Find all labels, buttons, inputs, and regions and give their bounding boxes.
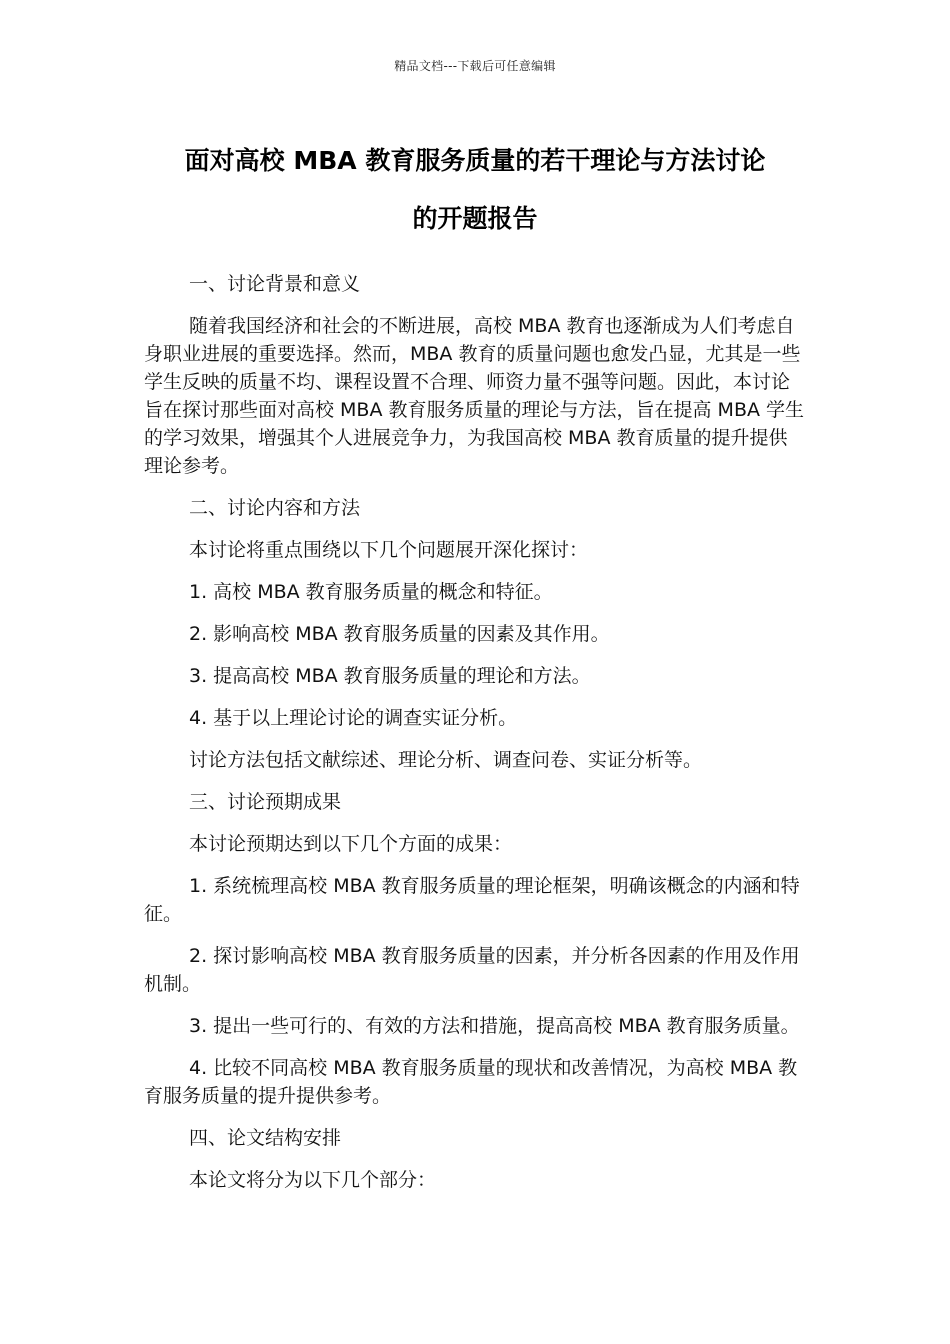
title-line-1: 面对高校 MBA 教育服务质量的若干理论与方法讨论 xyxy=(184,146,766,175)
paragraph: 讨论方法包括文献综述、理论分析、调查问卷、实证分析等。 xyxy=(189,749,703,771)
section-heading: 三、讨论预期成果 xyxy=(189,791,342,813)
document-body xyxy=(144,270,804,1208)
header-note: 精品文档---下载后可任意编辑 xyxy=(394,59,556,73)
section-heading: 一、讨论背景和意义 xyxy=(189,273,361,295)
title-line-2: 的开题报告 xyxy=(412,204,538,233)
list-item: 2. 探讨影响高校 MBA 教育服务质量的因素，并分析各因素的作用及作用机制。 xyxy=(144,945,800,995)
paragraph: 本论文将分为以下几个部分： xyxy=(189,1169,437,1191)
list-item: 4. 基于以上理论讨论的调查实证分析。 xyxy=(189,707,518,729)
paragraph: 本讨论预期达到以下几个方面的成果： xyxy=(189,833,513,855)
page-title xyxy=(140,132,810,248)
list-item: 1. 高校 MBA 教育服务质量的概念和特征。 xyxy=(189,581,553,603)
paragraph: 随着我国经济和社会的不断进展，高校 MBA 教育也逐渐成为人们考虑自身职业进展的重要选择。然而，MBA 教育的质量问题也愈发凸显，尤其是一些学生反映的质量不均、课程设置不合理、师资力量不强等问题。因此，本讨论旨在探讨那些面对高校 MBA 教育服务质量的理论与方法，旨在提高 MBA 学生的学习效果，增强其个人进展竞争力，为我国高校 MBA 教育质量的提升提供理论参考。 xyxy=(144,315,805,477)
list-item: 4. 比较不同高校 MBA 教育服务质量的现状和改善情况，为高校 MBA 教育服务质量的提升提供参考。 xyxy=(144,1057,798,1107)
list-item: 3. 提高高校 MBA 教育服务质量的理论和方法。 xyxy=(189,665,591,687)
section-heading: 四、论文结构安排 xyxy=(189,1127,342,1149)
section-heading: 二、讨论内容和方法 xyxy=(189,497,361,519)
list-item: 3. 提出一些可行的、有效的方法和措施，提高高校 MBA 教育服务质量。 xyxy=(189,1015,800,1037)
paragraph: 本讨论将重点围绕以下几个问题展开深化探讨： xyxy=(189,539,589,561)
list-item: 1. 系统梳理高校 MBA 教育服务质量的理论框架，明确该概念的内涵和特征。 xyxy=(144,875,800,925)
list-item: 2. 影响高校 MBA 教育服务质量的因素及其作用。 xyxy=(189,623,610,645)
